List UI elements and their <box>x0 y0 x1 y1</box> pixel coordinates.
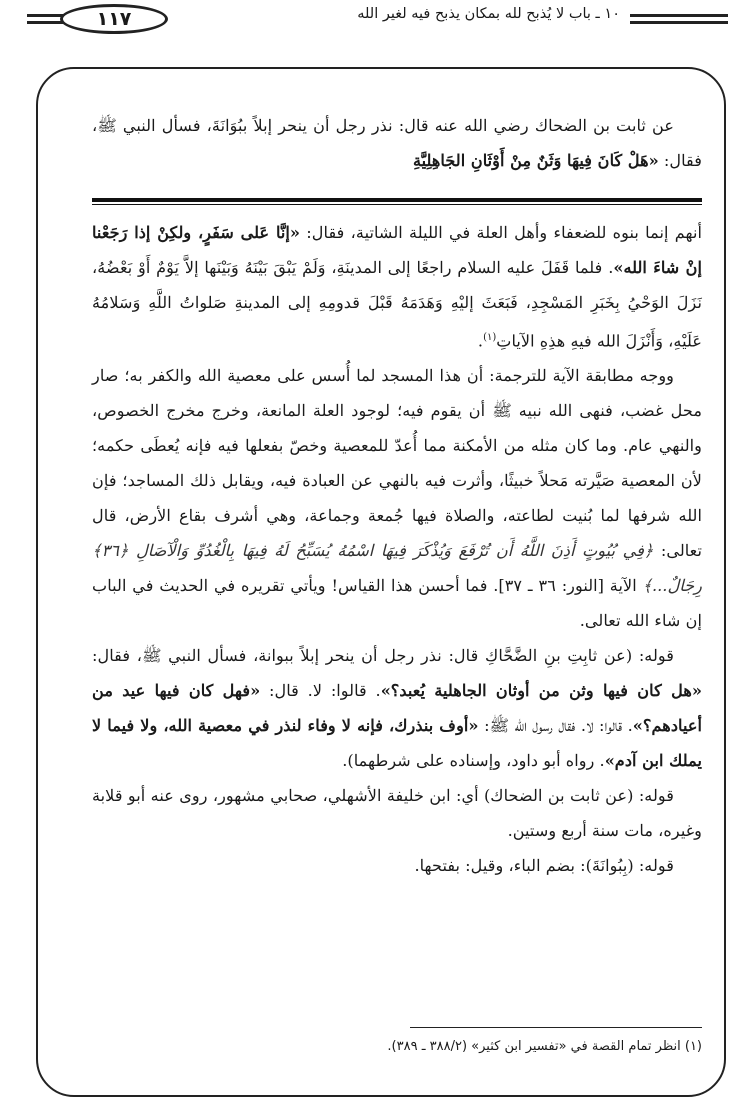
text-run: أنهم إنما بنوه للضعفاء وأهل العلة في الليلة الشاتية، فقال: <box>300 223 702 242</box>
text-run: . قالوا: لا. فقال رسول الله ﷺ: <box>478 716 633 736</box>
footnote-ref[interactable]: (١) <box>483 332 497 343</box>
paragraph: قوله: (عن ثابت بن الضحاك) أي: ابن خليفة الأشهلي، صحابي مشهور، روى عنه أبو قلابة وغيره، مات سنة أربع وستين. <box>92 786 702 841</box>
quote-bold: «أوف بنذرك، فإنه لا وفاء لنذر في معصية الله، ولا فيما لا يملك ابن آدم» <box>92 716 702 771</box>
text-run: . رواه أبو داود، وإسناده على شرطهما). <box>342 751 605 771</box>
quran-verse: ﴿فِي بُيُوتٍ أَذِنَ اللَّهُ أَن تُرْفَعَ وَيُذْكَرَ فِيهَا اسْمُهُ يُسَبِّحُ لَهُ فِيهَا بِالْغُدُوِّ وَالْآصَالِ ﴿٣٦﴾ رِجَالٌ...﴾ <box>92 541 702 596</box>
header-rule <box>630 14 728 17</box>
page-number: ١١٧ <box>60 4 168 34</box>
text-run: قوله: (عن ثابِتِ بنِ الضَّحَّاكِ قال: نذر رجل أن ينحر إبلاً ببوانة، فسأل النبي ﷺ، فقال: <box>92 646 674 666</box>
quote-bold: «إنَّا عَلى سَفَرٍ، ولكِنْ إذا رَجَعْنا إنْ شاءَ الله» <box>92 223 702 277</box>
page-content <box>92 108 702 1008</box>
hadith-line: عن ثابت بن الضحاك رضي الله عنه قال: نذر رجل أن ينحر إبلاً <box>253 116 674 135</box>
text-run: ووجه مطابقة الآية للترجمة: أن هذا المسجد لما أُسس على معصية الله والكفر به؛ صار محل غضب، فنهى الله نبيه ﷺ أن يقوم فيه؛ لوجود العلة المانعة، وخرج مخرج الخصوص، والنهي عام. وما كان مثله من الأمكنة مما أُعدّ للمعصية وخصّ بفعلها فيه فإنه يُعطَى حكمه؛ لأن المعصية صَيَّرته مَحلاً خبيثًا، وأثرت فيه بالنهي عن العبادة فيه، ويقابل ذلك المساجد؛ فإن الله شرفها لما بُنيت لطاعته، والصلاة فيها جُمعة وجماعة، وهي أشرف بقاع الأرض، قال تعالى: <box>92 366 702 561</box>
text-run: . فلما قَفَلَ عليه السلام راجعًا إلى المدينَةِ، وَلَمْ يَبْقَ بَيْنَهُ وَبَيْنَها إلاَّ يَوْمٌ أَوْ بَعْضُهُ، نَزَلَ الوَحْيُ بِخَبَرِ المَسْجِدِ، فَبَعَثَ إليْهِ وَهَدَمَهُ قَبْلَ قدومِهِ إلى المدينةِ صَلواتُ اللَّهِ وَسَلامُهُ عَلَيْهِ، وَأَنْزَلَ الله فيهِ هذِهِ الآياتِ <box>92 258 702 351</box>
hadith-box <box>92 108 702 184</box>
paragraph <box>92 638 702 778</box>
quote-bold: «هل كان فيها وثن من أوثان الجاهلية يُعبد؟» <box>380 681 702 701</box>
section-divider <box>92 198 702 205</box>
hadith-line: ببُوَانَةَ، فسأل النبي ﷺ، فقال: <box>92 116 702 170</box>
hadith-text <box>92 108 702 178</box>
running-title: ١٠ ـ باب لا يُذبح لله بمكان يذبح فيه لغير الله <box>357 6 620 22</box>
hadith-quote: «هَلْ كَانَ فِيهَا وَثَنٌ مِنْ أَوْثَانِ الجَاهِلِيَّةِ <box>412 151 659 170</box>
footnote-rule <box>410 1027 702 1028</box>
footnote: (١) انظر تمام القصة في «تفسير ابن كثير» (٣٨٨/٢ ـ ٣٨٩). <box>387 1039 702 1054</box>
header-rule <box>630 21 728 24</box>
text-run: . <box>477 331 484 351</box>
paragraph <box>92 215 702 358</box>
text-run: الآية [النور: ٣٦ ـ ٣٧]. فما أحسن هذا القياس! ويأتي تقريره في الحديث في الباب إن شاء الله تعالى. <box>92 576 702 631</box>
paragraph: قوله: (بِبُوانَةَ): بضم الباء، وقيل: بفتحها. <box>414 856 674 876</box>
quote-bold: «فهل كان فيها عيد من أعيادهم؟» <box>92 681 702 736</box>
text-run: . قالوا: لا. قال: <box>260 681 381 701</box>
paragraph <box>92 358 702 638</box>
